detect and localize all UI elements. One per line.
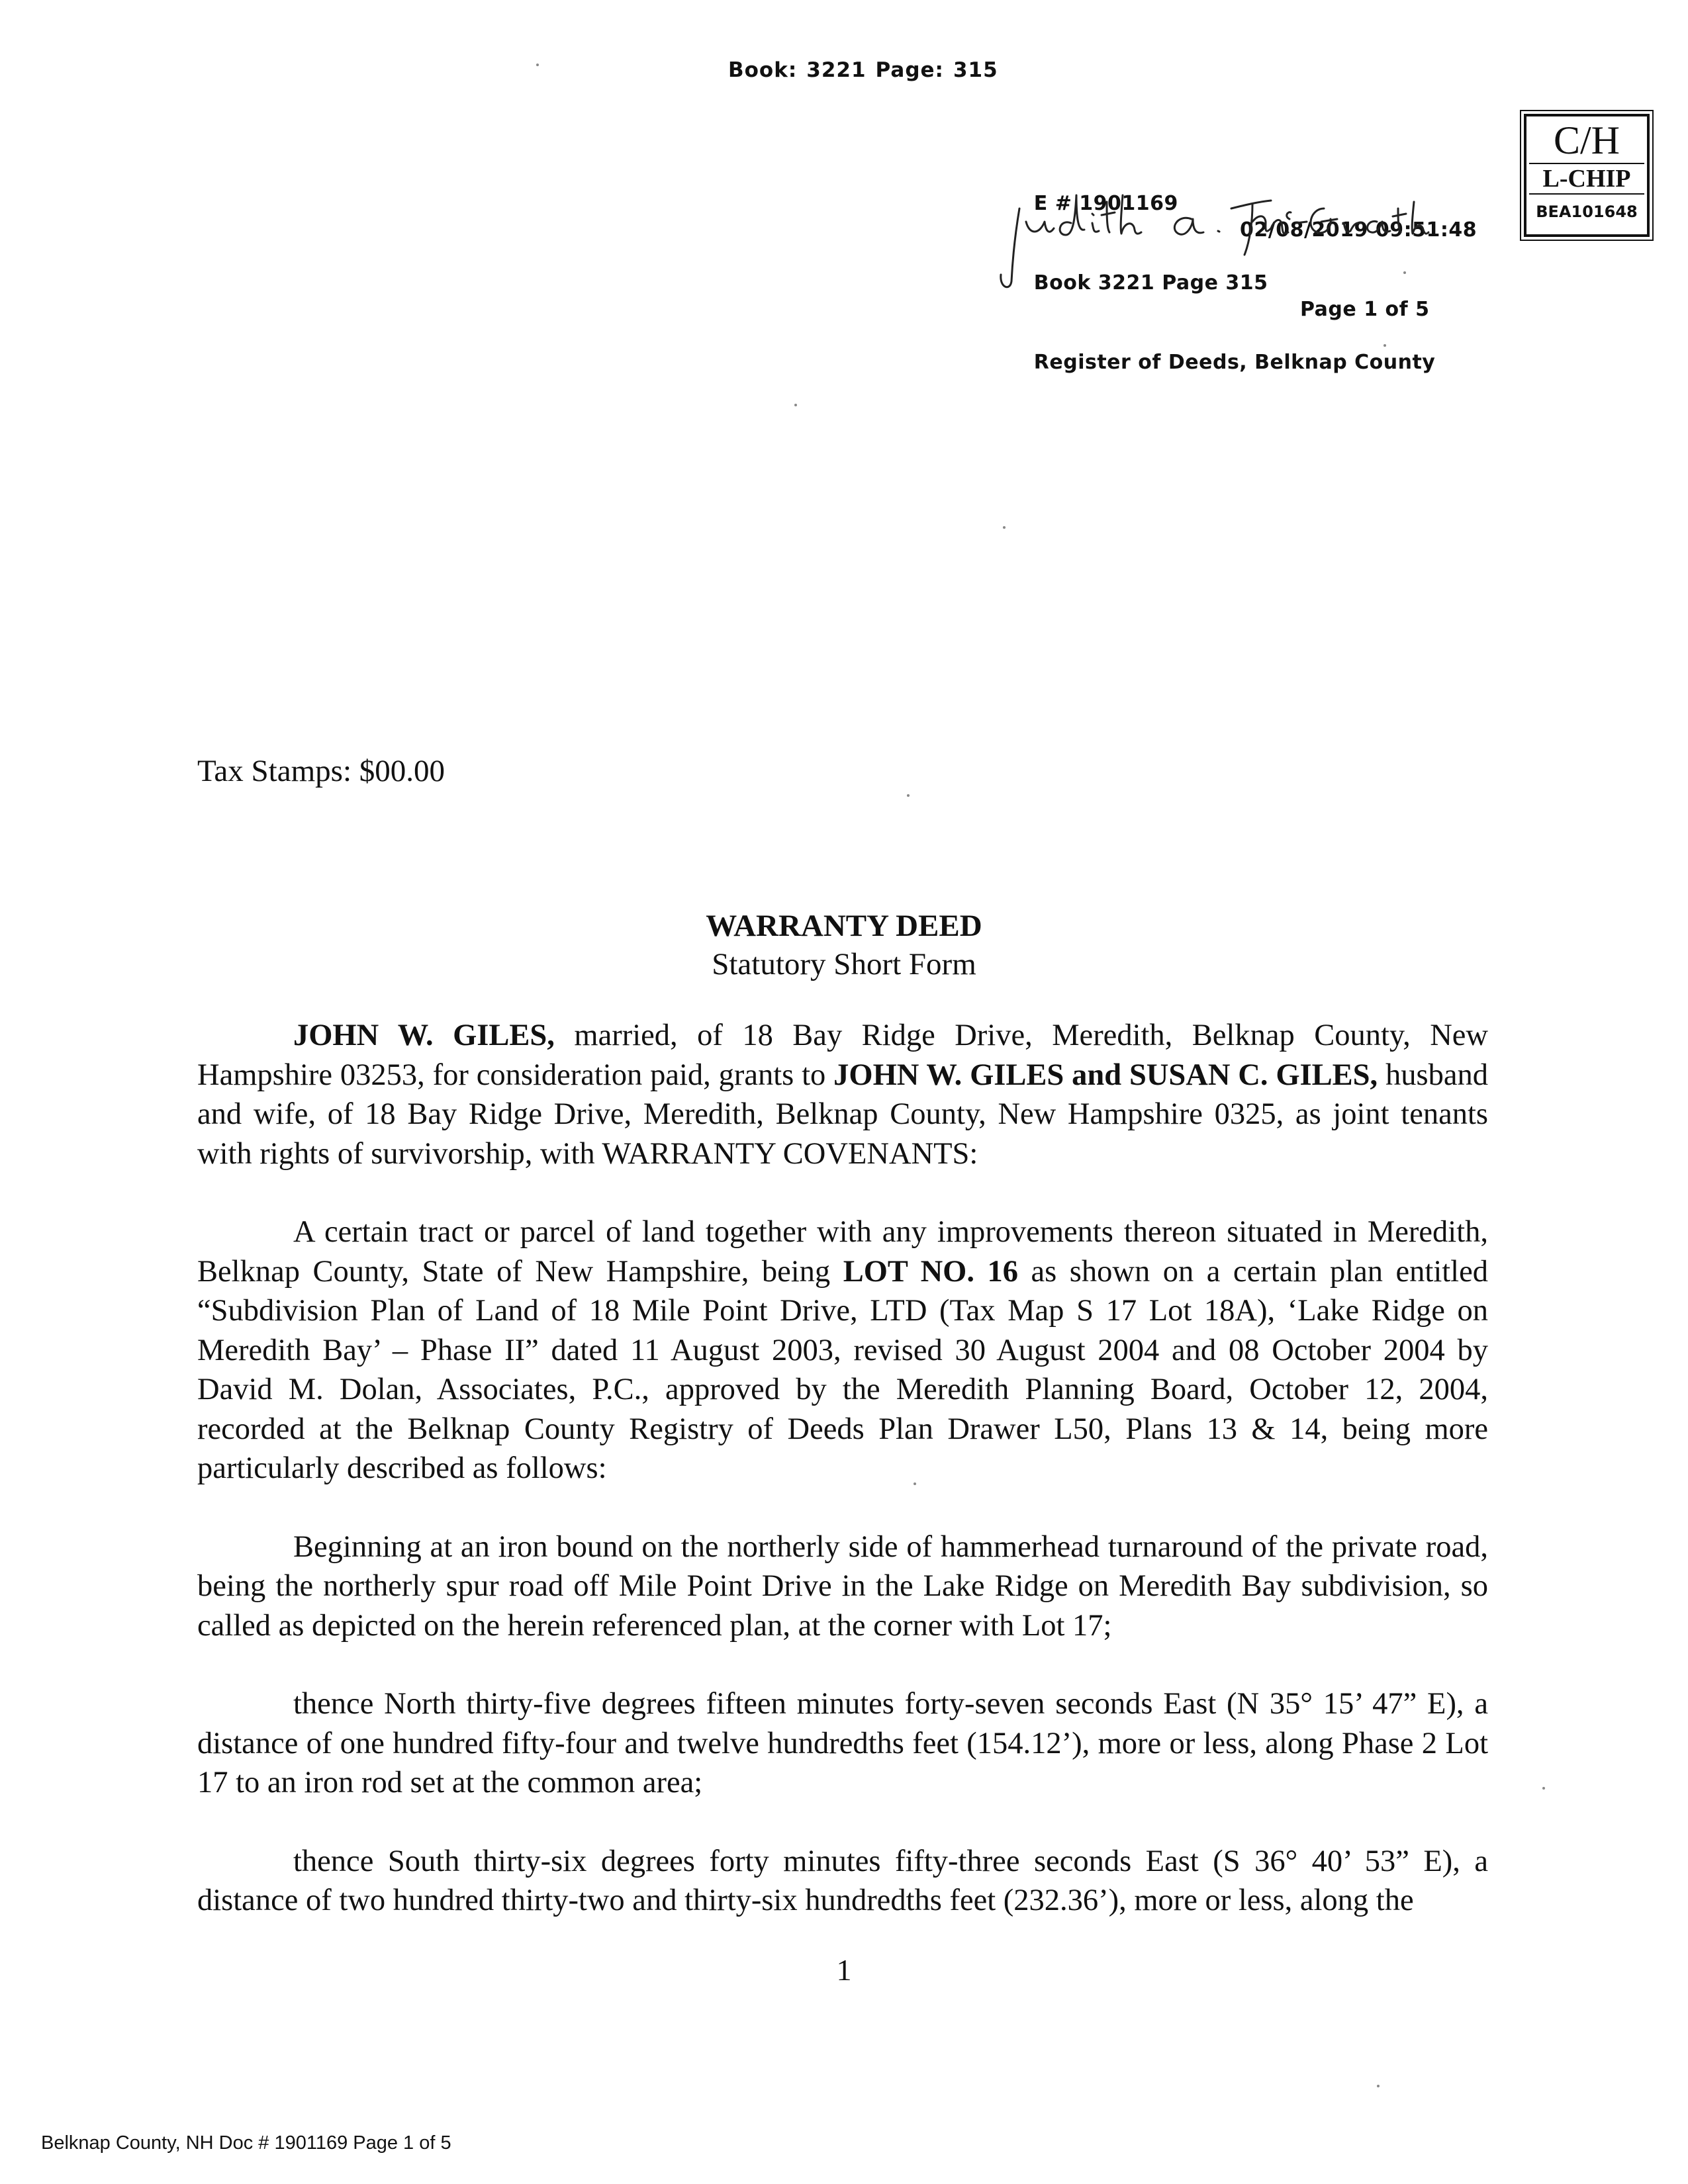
page-value: 315 [953, 58, 998, 82]
bound-paragraph-2: thence South thirty-six degrees forty minutes fifty-three seconds East (S 36° 40’ 53” E), a distance of two hundred thirty-two and thirty-six hundredths feet (232.36’), more or less, along the [197, 1844, 1488, 1917]
lot-number: LOT NO. 16 [843, 1254, 1018, 1289]
scan-speck [1383, 344, 1386, 347]
recording-book-page: Book 3221 Page 315 [1033, 271, 1268, 295]
title-block [0, 907, 1688, 983]
parcel-text-1: A certain tract or parcel of land together with any improvements thereon situated in Meredith, Belknap County, State of New Hampshire, being [197, 1215, 1488, 1289]
grantee-names: JOHN W. GILES and SUSAN C. GILES, [833, 1058, 1378, 1092]
entry-number: E # 1901169 [1033, 192, 1178, 215]
deed-subtitle: Statutory Short Form [712, 947, 976, 981]
scan-speck [1542, 1787, 1545, 1790]
deed-body [197, 1016, 1488, 1921]
parcel-text-2: as shown on a certain plan entitled “Subdivision Plan of Land of 18 Mile Point Drive, LTD (Tax Map S 17 Lot 18A), ‘Lake Ridge on Meredith Bay’ – Phase II” dated 11 August 2003, revised 30 August 2004 and 08 October 2004 by David M. Dolan, Associates, P.C., approved by the Meredith Planning Board, October 12, 2004, recorded at the Belknap County Registry of Deeds Plan Drawer L50, Plans 13 & 14, being more particularly described as follows: [197, 1254, 1488, 1485]
deed-title: WARRANTY DEED [706, 909, 982, 943]
grant-paragraph [197, 1016, 1488, 1173]
stamp-code: BEA101648 [1536, 203, 1638, 221]
book-page-header [728, 58, 1008, 82]
registry-name: Register of Deeds, Belknap County [1033, 351, 1436, 374]
page-label: Page: [875, 58, 944, 82]
ch-mark: C/H [1553, 118, 1620, 162]
scan-speck [1003, 526, 1006, 529]
book-label: Book: [728, 58, 798, 82]
book-value: 3221 [806, 58, 867, 82]
parcel-paragraph [197, 1212, 1488, 1488]
scan-speck [1377, 2085, 1380, 2087]
recording-page-of: Page 1 of 5 [1300, 298, 1430, 321]
tax-stamps-line: Tax Stamps: $00.00 [197, 754, 445, 788]
grant-text-1: married, of 18 Bay Ridge Drive, Meredith, Belknap County, New Hampshire 03253, for consideration paid, grants to [197, 1019, 1489, 1092]
lchip-stamp [1524, 114, 1650, 237]
document-footer: Belknap County, NH Doc # 1901169 Page 1 of 5 [41, 2132, 451, 2154]
scan-speck [907, 794, 910, 797]
register-signature [993, 182, 1430, 295]
grantor-name: JOHN W. GILES, [293, 1019, 555, 1052]
page-number: 1 [836, 1953, 852, 1987]
bound-paragraph-1: thence North thirty-five degrees fifteen minutes forty-seven seconds East (N 35° 15’ 47” E), a distance of one hundred fifty-four and twelve hundredths feet (154.12’), more or less, along Phase 2 Lot 17 to an iron rod set at the common area; [197, 1687, 1488, 1799]
grant-text-2: husband and wife, of 18 Bay Ridge Drive, Meredith, Belknap County, New Hampshire 0325, as joint tenants with rights of survivorship, with WARRANTY COVENANTS: [197, 1058, 1488, 1171]
scan-speck [1403, 271, 1406, 274]
lchip-label: L-CHIP [1529, 163, 1644, 195]
scan-speck [536, 64, 539, 66]
recording-datetime: 02/08/2019 09:51:48 [1240, 218, 1477, 242]
scan-speck [794, 404, 797, 406]
scan-speck [914, 1482, 916, 1485]
beginning-paragraph: Beginning at an iron bound on the northerly side of hammerhead turnaround of the private road, being the northerly spur road off Mile Point Drive in the Lake Ridge on Meredith Bay subdivision, so called as depicted on the herein referenced plan, at the corner with Lot 17; [197, 1529, 1488, 1643]
